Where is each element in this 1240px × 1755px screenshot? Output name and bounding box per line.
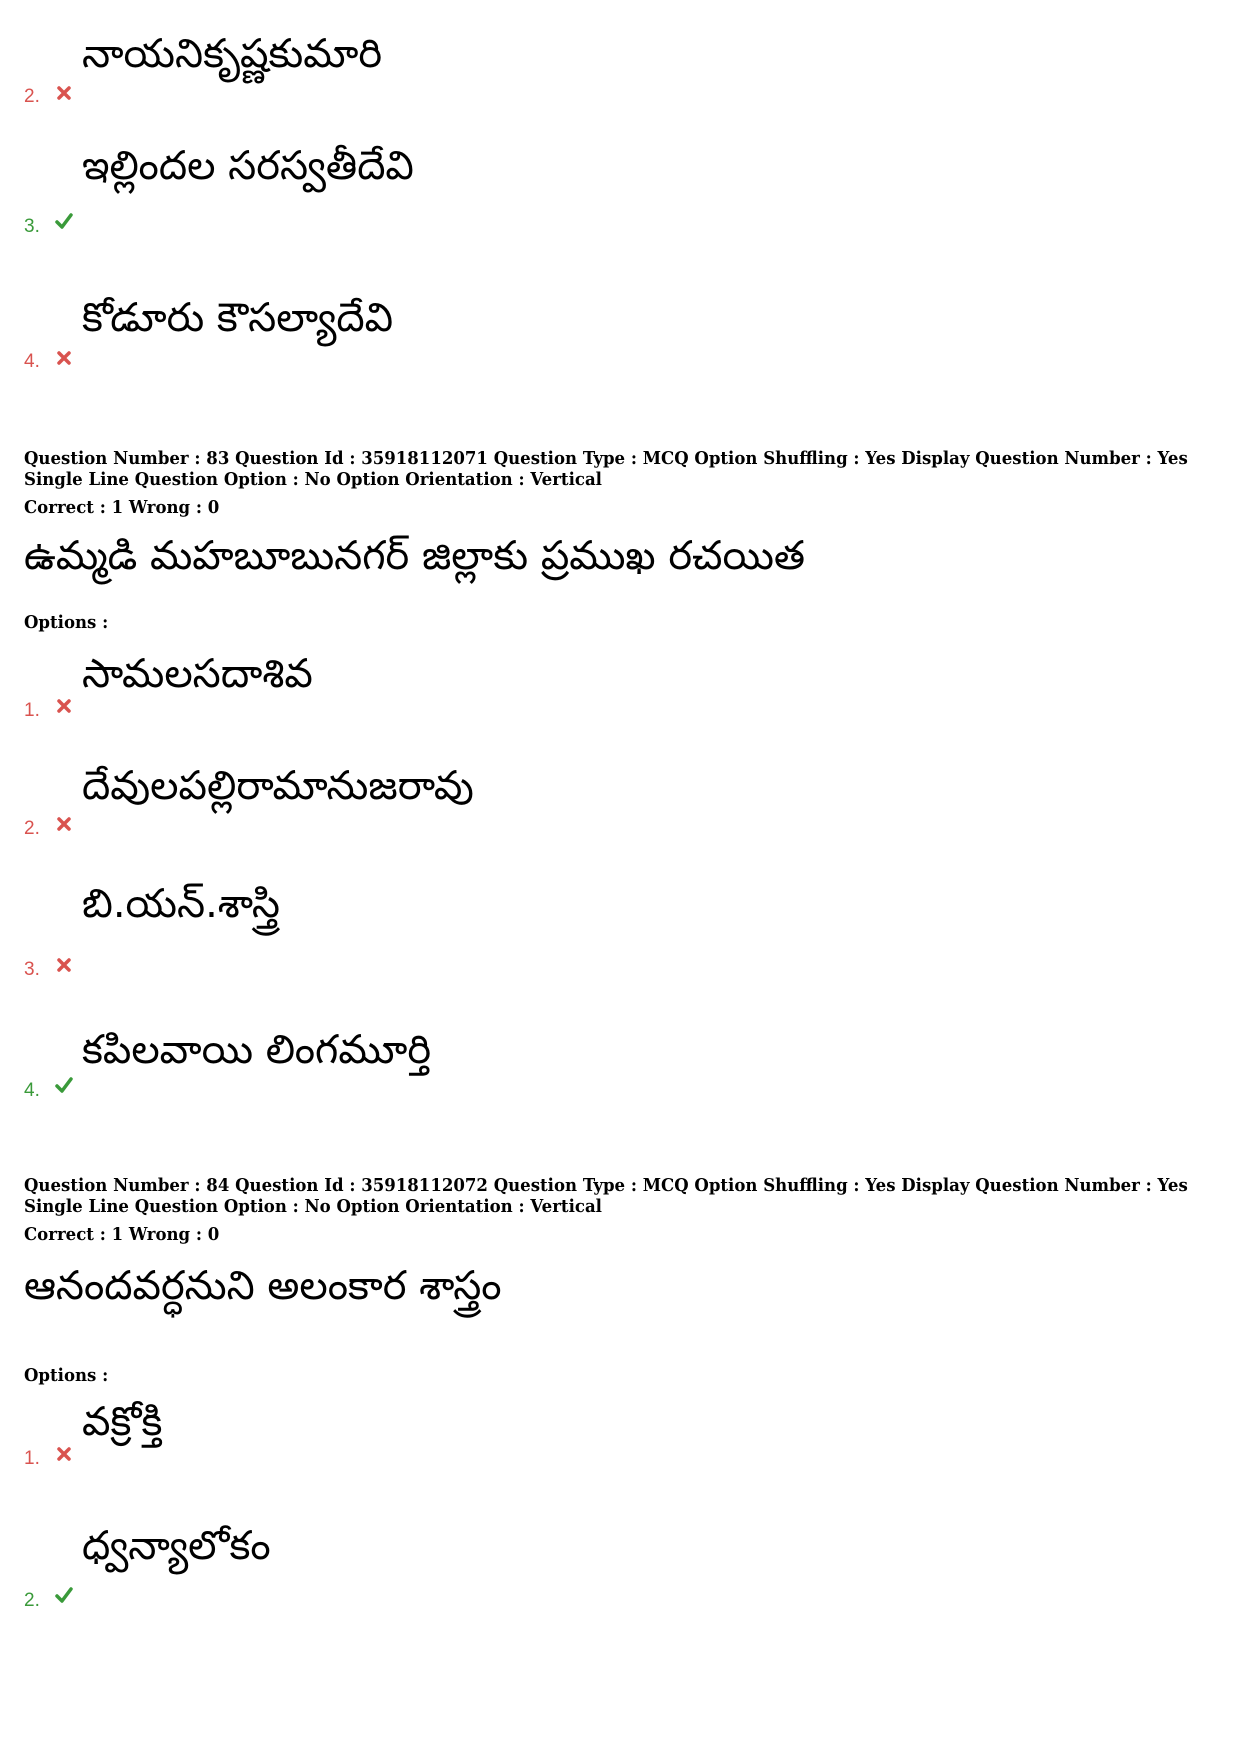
option-text: బి.యన్.శాస్త్రి: [82, 881, 280, 927]
option-text: కోడూరు కౌసల్యాదేవి: [82, 295, 394, 341]
option-text: ధ్వన్యాలోకం: [82, 1523, 271, 1569]
wrong-mark-icon: [55, 697, 73, 715]
option-text: ఇల్లిందల సరస్వతీదేవి: [82, 143, 414, 189]
question-marks: Correct : 1 Wrong : 0: [24, 1224, 220, 1245]
option-text: సామలసదాశివ: [82, 651, 313, 697]
option-text: నాయనికృష్ణకుమారి: [82, 31, 383, 77]
option-number: 1.: [24, 700, 40, 721]
wrong-mark-icon: [55, 349, 73, 367]
correct-check-icon: [55, 1076, 73, 1094]
question-meta-line2: Single Line Question Option : No Option Orientation : Vertical: [24, 1196, 602, 1217]
option-number: 3.: [24, 216, 40, 237]
option-number: 2.: [24, 86, 40, 107]
option-text: కపిలవాయి లింగమూర్తి: [82, 1027, 432, 1073]
wrong-mark-icon: [55, 1445, 73, 1463]
question-marks: Correct : 1 Wrong : 0: [24, 497, 220, 518]
option-number: 2.: [24, 818, 40, 839]
option-number: 1.: [24, 1448, 40, 1469]
option-number: 3.: [24, 959, 40, 980]
correct-check-icon: [55, 212, 73, 230]
options-label: Options :: [24, 612, 109, 633]
option-number: 4.: [24, 351, 40, 372]
correct-check-icon: [55, 1586, 73, 1604]
option-number: 2.: [24, 1590, 40, 1611]
wrong-mark-icon: [55, 84, 73, 102]
option-number: 4.: [24, 1080, 40, 1101]
question-meta-line1: Question Number : 83 Question Id : 35918112071 Question Type : MCQ Option Shuffling : Yes Display Question Number : Yes: [24, 448, 1188, 469]
question-text: ఆనందవర్ధనుని అలంకార శాస్త్రం: [24, 1263, 502, 1309]
option-text: దేవులపల్లిరామానుజరావు: [82, 763, 474, 809]
question-text: ఉమ్మడి మహబూబునగర్ జిల్లాకు ప్రముఖ రచయిత: [24, 533, 806, 579]
question-meta-line1: Question Number : 84 Question Id : 35918112072 Question Type : MCQ Option Shuffling : Yes Display Question Number : Yes: [24, 1175, 1188, 1196]
wrong-mark-icon: [55, 956, 73, 974]
question-meta-line2: Single Line Question Option : No Option Orientation : Vertical: [24, 469, 602, 490]
option-text: వక్రోక్తి: [82, 1399, 163, 1445]
wrong-mark-icon: [55, 815, 73, 833]
options-label: Options :: [24, 1365, 109, 1386]
